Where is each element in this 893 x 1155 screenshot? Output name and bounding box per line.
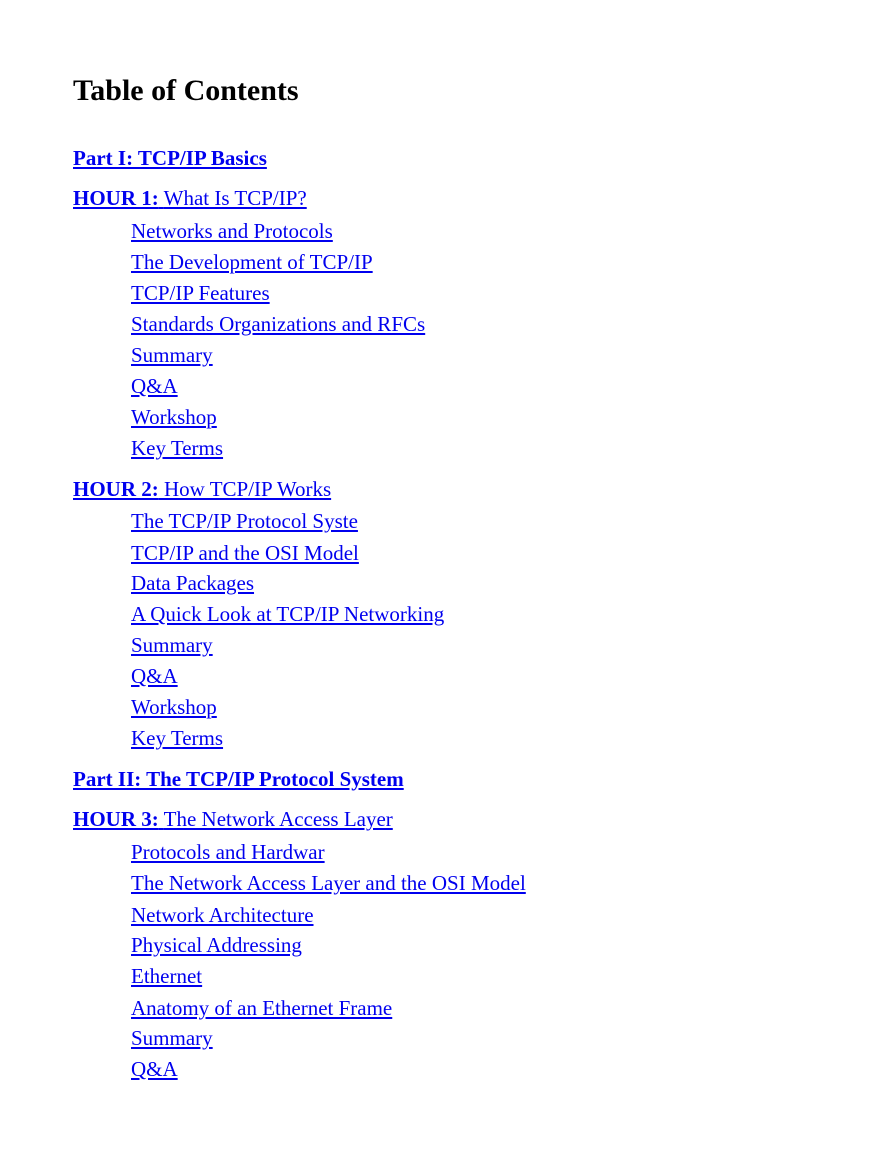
part-1-link[interactable]: Part I: TCP/IP Basics [73,146,267,170]
hour-2-title: How TCP/IP Works [164,477,332,501]
toc-link-workshop[interactable]: Workshop [131,405,217,429]
hour-1-link[interactable] [73,185,307,211]
toc-link-networks-and-protocols[interactable]: Networks and Protocols [131,219,333,243]
toc-link-ethernet-frame[interactable]: Anatomy of an Ethernet Frame [131,996,393,1020]
toc-link-osi-model[interactable]: TCP/IP and the OSI Model [131,541,359,565]
toc-link-key-terms[interactable]: Key Terms [131,436,224,460]
hour-1-title: What Is TCP/IP? [163,186,307,210]
toc-link-network-access-osi[interactable]: The Network Access Layer and the OSI Model [131,871,526,895]
hour-1-number: HOUR 1: [73,186,159,210]
hour-3-number: HOUR 3: [73,807,159,831]
toc-link-standards-organizations[interactable]: Standards Organizations and RFCs [131,312,426,336]
toc-link-ethernet[interactable]: Ethernet [131,964,203,988]
toc-link-key-terms[interactable]: Key Terms [131,726,224,750]
toc-link-protocols-and-hardware[interactable]: Protocols and Hardwar [131,840,325,864]
toc-link-summary[interactable]: Summary [131,633,213,657]
toc-link-physical-addressing[interactable]: Physical Addressing [131,933,302,957]
toc-link-data-packages[interactable]: Data Packages [131,571,255,595]
toc-link-qa[interactable]: Q&A [131,664,178,688]
page-title: Table of Contents [73,74,299,107]
toc-link-network-architecture[interactable]: Network Architecture [131,903,314,927]
part-2-link[interactable]: Part II: The TCP/IP Protocol System [73,767,404,791]
toc-link-summary[interactable]: Summary [131,1026,213,1050]
toc-link-development-of-tcpip[interactable]: The Development of TCP/IP [131,250,373,274]
toc-link-protocol-system[interactable]: The TCP/IP Protocol Syste [131,509,358,533]
toc-link-qa[interactable]: Q&A [131,1057,178,1081]
toc-link-qa[interactable]: Q&A [131,374,178,398]
hour-2-link[interactable] [73,476,331,502]
hour-3-link[interactable] [73,806,393,832]
hour-3-title: The Network Access Layer [163,807,393,831]
toc-link-tcpip-features[interactable]: TCP/IP Features [131,281,270,305]
toc-link-summary[interactable]: Summary [131,343,213,367]
hour-2-number: HOUR 2: [73,477,159,501]
toc-link-quick-look[interactable]: A Quick Look at TCP/IP Networking [131,602,445,626]
toc-link-workshop[interactable]: Workshop [131,695,217,719]
